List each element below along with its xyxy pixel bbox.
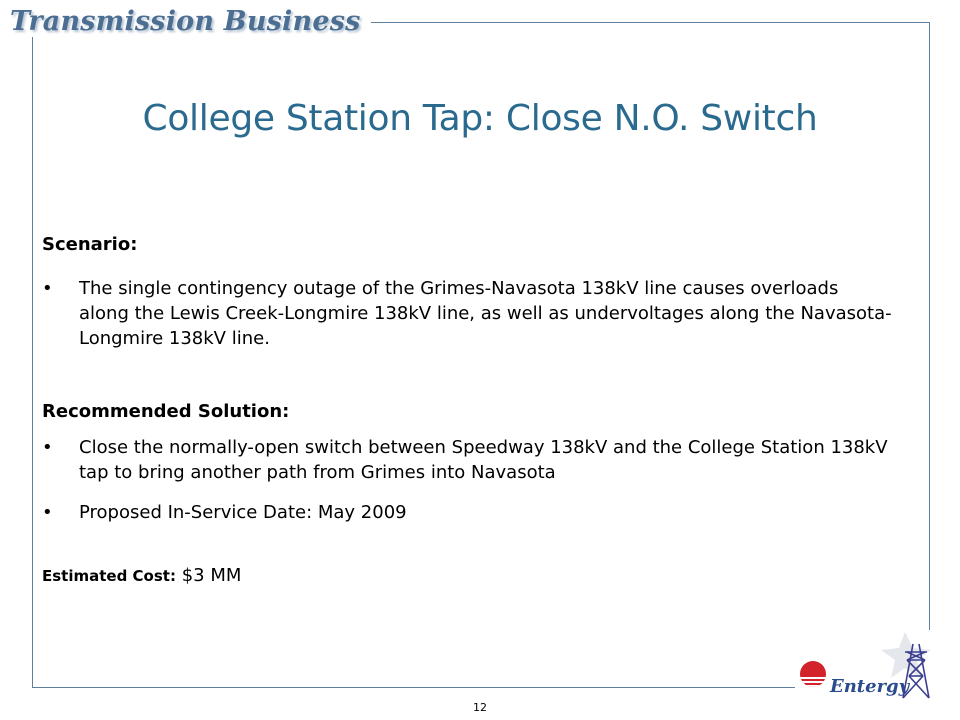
scenario-bullet bbox=[42, 276, 892, 351]
bullet-dot: • bbox=[42, 437, 53, 458]
cost-value: $3 MM bbox=[181, 565, 242, 586]
brand-header: Transmission Business bbox=[4, 6, 371, 37]
entergy-logo-graphic bbox=[795, 630, 945, 710]
entergy-logo bbox=[795, 630, 945, 710]
bullet-dot: • bbox=[42, 502, 53, 523]
page-number: 12 bbox=[473, 701, 487, 714]
solution-heading: Recommended Solution: bbox=[42, 401, 290, 422]
solution-bullet bbox=[42, 500, 892, 525]
svg-text:Entergy: Entergy bbox=[830, 676, 910, 697]
bullet-text: The single contingency outage of the Grimes-Navasota 138kV line causes overloads along the Lewis Creek-Longmire 138kV line, as well as undervoltages along the Navasota-Longmire 138kV line. bbox=[79, 278, 892, 349]
estimated-cost bbox=[42, 565, 241, 586]
slide-title: College Station Tap: Close N.O. Switch bbox=[142, 98, 818, 139]
bullet-dot: • bbox=[42, 278, 53, 299]
scenario-heading: Scenario: bbox=[42, 234, 138, 255]
bullet-text: Proposed In-Service Date: May 2009 bbox=[79, 502, 407, 523]
cost-label: Estimated Cost: bbox=[42, 567, 176, 585]
bullet-text: Close the normally-open switch between Speedway 138kV and the College Station 138kV tap to bring another path from Grimes into Navasota bbox=[79, 437, 888, 483]
solution-bullet bbox=[42, 435, 892, 485]
